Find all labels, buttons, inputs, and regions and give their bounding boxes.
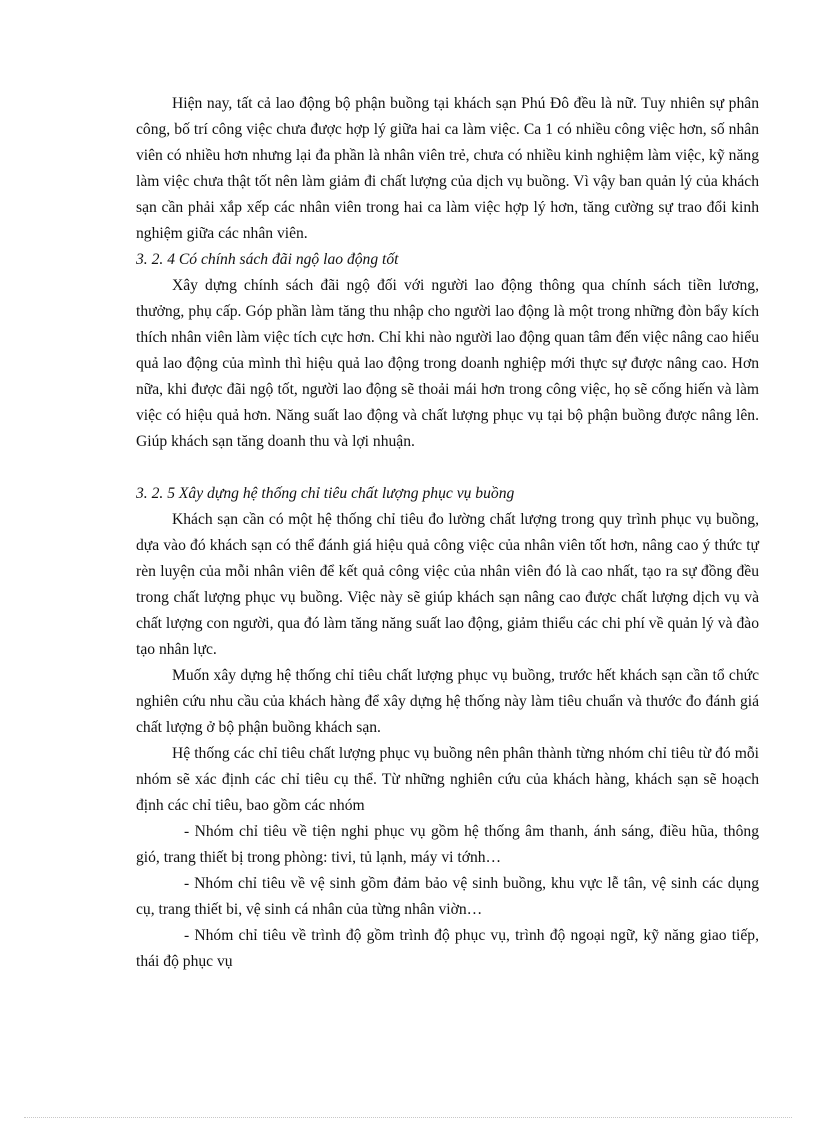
section-heading-3-2-5: 3. 2. 5 Xây dựng hệ thống chỉ tiêu chất lượng phục vụ buồng — [136, 485, 515, 502]
section-heading-3-2-4: 3. 2. 4 Có chính sách đãi ngộ lao động tốt — [136, 251, 399, 268]
paragraph-spacer — [136, 455, 759, 481]
paragraph-3-2-5-a: Khách sạn cần có một hệ thống chỉ tiêu đo lường chất lượng trong quy trình phục vụ buồng, dựa vào đó khách sạn có thể đánh giá hiệu quả công việc của nhân viên tốt hơn, nâng cao ý thức tự rèn luyện của mỗi nhân viên để kết quả công việc của nhân viên đó là cao nhất, tạo ra sự đồng đều trong chất lượng phục vụ buồng. Việc này sẽ giúp khách sạn nâng cao được chất lượng dịch vụ và chất lượng con người, qua đó làm tăng năng suất lao động, giảm thiểu các chi phí về quản lý và đào tạo nhân lực. — [136, 511, 759, 658]
bullet-item: - Nhóm chỉ tiêu về vệ sinh gồm đảm bảo vệ sinh buồng, khu vực lễ tân, vệ sinh các dụng cụ, trang thiết bi, vệ sinh cá nhân của từng nhân viờn… — [136, 875, 759, 918]
bullet-item: - Nhóm chỉ tiêu về tiện nghi phục vụ gồm hệ thống âm thanh, ánh sáng, điều hũa, thông gió, trang thiết bị trong phòng: tivi, tủ lạnh, máy vi tớnh… — [136, 823, 759, 866]
document-body — [136, 91, 759, 975]
paragraph-intro: Hiện nay, tất cả lao động bộ phận buồng tại khách sạn Phú Đô đều là nữ. Tuy nhiên sự phân công, bố trí công việc chưa được hợp lý giữa hai ca làm việc. Ca 1 có nhiều công việc hơn, số nhân viên có nhiều hơn nhưng lại đa phần là nhân viên trẻ, chưa có nhiều kinh nghiệm làm việc, kỹ năng làm việc chưa thật tốt nên làm giảm đi chất lượng của dịch vụ buồng. Vì vậy ban quản lý của khách sạn cần phải xắp xếp các nhân viên trong hai ca làm việc hợp lý hơn, tăng cường sự trao đổi kinh nghiệm giữa các nhân viên. — [136, 95, 759, 242]
bullet-item: - Nhóm chỉ tiêu về trình độ gồm trình độ phục vụ, trình độ ngoại ngữ, kỹ năng giao tiếp, thái độ phục vụ — [136, 927, 759, 970]
paragraph-3-2-5-c: Hệ thống các chỉ tiêu chất lượng phục vụ buồng nên phân thành từng nhóm chỉ tiêu từ đó mỗi nhóm sẽ xác định các chỉ tiêu cụ thể. Từ những nghiên cứu của khách hàng, khách sạn sẽ hoạch định các chỉ tiêu, bao gồm các nhóm — [136, 745, 759, 814]
paragraph-3-2-5-b: Muốn xây dựng hệ thống chỉ tiêu chất lượng phục vụ buồng, trước hết khách sạn cần tổ chức nghiên cứu nhu cầu của khách hàng để xây dựng hệ thống này làm tiêu chuẩn và thước đo đánh giá chất lượng ở bộ phận buồng khách sạn. — [136, 667, 759, 736]
paragraph-3-2-4: Xây dựng chính sách đãi ngộ đối với người lao động thông qua chính sách tiền lương, thưởng, phụ cấp. Góp phần làm tăng thu nhập cho người lao động là một trong những đòn bẩy kích thích nhân viên làm việc tích cực hơn. Chỉ khi nào người lao động quan tâm đến việc nâng cao hiểu quả lao động của mình thì hiệu quả lao động trong doanh nghiệp mới thực sự được nâng cao. Hơn nữa, khi được đãi ngộ tốt, người lao động sẽ thoải mái hơn trong công việc, họ sẽ cống hiến và làm việc có hiệu quả hơn. Năng suất lao động và chất lượng phục vụ tại bộ phận buồng được nâng lên. Giúp khách sạn tăng doanh thu và lợi nhuận. — [136, 277, 759, 450]
page-bottom-divider — [24, 1117, 792, 1118]
